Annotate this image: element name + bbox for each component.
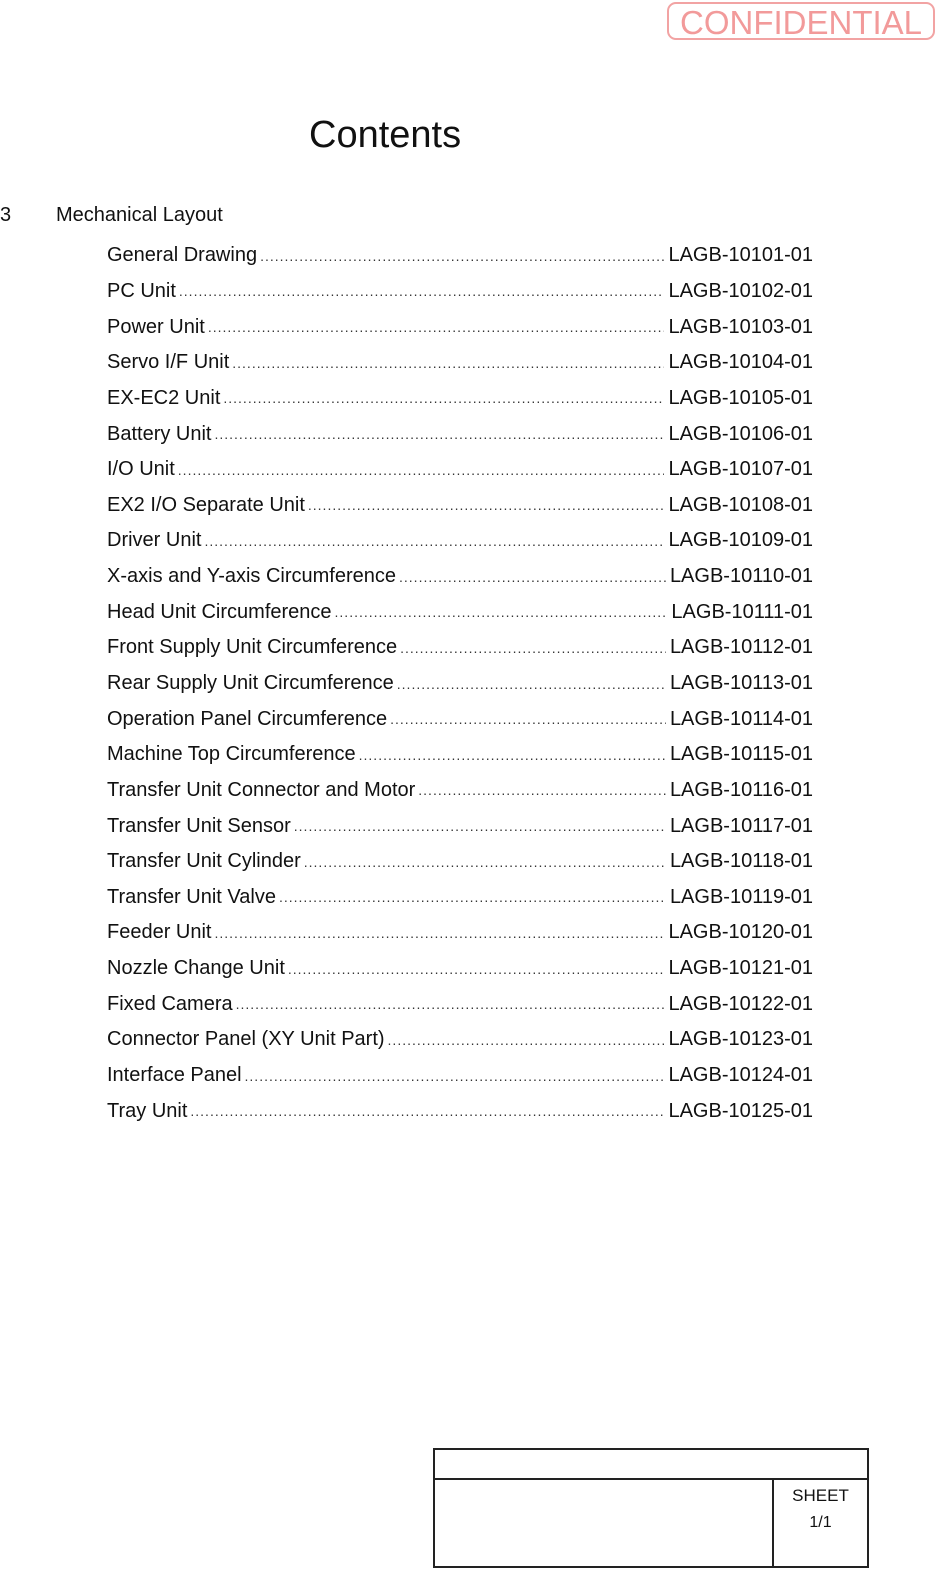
toc-entry-code: LAGB-10110-01 — [669, 565, 813, 588]
toc-entry-code: LAGB-10114-01 — [669, 707, 813, 730]
dot-leader — [400, 640, 666, 656]
toc-entry[interactable] — [107, 1093, 813, 1129]
toc-entry-label: EX2 I/O Separate Unit — [107, 493, 305, 516]
toc-entry-label: Power Unit — [107, 315, 205, 338]
sheet-number: 1/1 — [809, 1514, 832, 1531]
dot-leader — [245, 1068, 665, 1084]
toc-entry-label: Transfer Unit Cylinder — [107, 850, 301, 873]
toc-entry-label: Machine Top Circumference — [107, 743, 356, 766]
toc-entry[interactable] — [107, 986, 813, 1022]
title-block — [433, 1448, 869, 1568]
toc-entry[interactable] — [107, 309, 813, 345]
toc-entry-code: LAGB-10105-01 — [668, 386, 813, 409]
dot-leader — [399, 569, 666, 585]
toc-entry[interactable] — [107, 274, 813, 310]
dot-leader — [208, 319, 665, 335]
toc-entry-label: Transfer Unit Valve — [107, 885, 276, 908]
toc-entry[interactable] — [107, 452, 813, 488]
toc-entry[interactable] — [107, 773, 813, 809]
dot-leader — [359, 747, 666, 763]
toc-entry[interactable] — [107, 844, 813, 880]
toc-entry[interactable] — [107, 1022, 813, 1058]
toc-entry-code: LAGB-10120-01 — [668, 921, 813, 944]
dot-leader — [236, 996, 665, 1012]
toc-entry-code: LAGB-10108-01 — [668, 493, 813, 516]
toc-entry[interactable] — [107, 416, 813, 452]
dot-leader — [215, 925, 665, 941]
dot-leader — [388, 1032, 665, 1048]
toc-entry[interactable] — [107, 737, 813, 773]
toc-entry-code: LAGB-10112-01 — [669, 636, 813, 659]
toc-entry-label: Driver Unit — [107, 529, 202, 552]
toc-entry-label: EX-EC2 Unit — [107, 386, 221, 409]
dot-leader — [308, 497, 665, 513]
toc-entry-label: Transfer Unit Sensor — [107, 814, 291, 837]
toc-entry-code: LAGB-10123-01 — [668, 1028, 813, 1051]
toc-entry[interactable] — [107, 594, 813, 630]
toc-entry-code: LAGB-10122-01 — [668, 992, 813, 1015]
section-title: Mechanical Layout — [56, 204, 223, 226]
toc-entry[interactable] — [107, 915, 813, 951]
dot-leader — [179, 283, 665, 299]
toc-entry[interactable] — [107, 880, 813, 916]
toc-entry[interactable] — [107, 487, 813, 523]
toc-entry-code: LAGB-10107-01 — [668, 458, 813, 481]
toc-entry[interactable] — [107, 381, 813, 417]
page-title: Contents — [309, 114, 462, 156]
toc-entry-label: Servo I/F Unit — [107, 351, 230, 374]
toc-entry-label: Head Unit Circumference — [107, 600, 332, 623]
toc-entry[interactable] — [107, 1058, 813, 1094]
dot-leader — [232, 355, 664, 371]
toc-entry-label: Fixed Camera — [107, 992, 233, 1015]
toc-entry-label: Operation Panel Circumference — [107, 707, 388, 730]
toc-entry-code: LAGB-10113-01 — [669, 672, 813, 694]
toc-entry-code: LAGB-10115-01 — [669, 743, 813, 766]
toc-entry-code: LAGB-10125-01 — [668, 1099, 813, 1122]
toc-entry[interactable] — [107, 345, 813, 381]
toc-entry-code: LAGB-10117-01 — [669, 814, 813, 837]
toc-entry-code: LAGB-10101-01 — [668, 244, 813, 267]
dot-leader — [304, 854, 666, 870]
title-block-divider — [435, 1478, 867, 1480]
dot-leader — [214, 426, 664, 442]
toc-entry[interactable] — [107, 630, 813, 666]
dot-leader — [223, 390, 664, 406]
confidential-stamp: CONFIDENTIAL — [667, 2, 935, 40]
toc-entry-code: LAGB-10104-01 — [668, 351, 813, 374]
toc-entry-label: Rear Supply Unit Circumference — [107, 672, 394, 694]
toc-entry-label: General Drawing — [107, 244, 258, 267]
toc-entry[interactable] — [107, 666, 813, 702]
sheet-label: SHEET — [792, 1486, 849, 1505]
toc-entry-label: Battery Unit — [107, 422, 212, 445]
toc-entry[interactable] — [107, 701, 813, 737]
toc-entry-code: LAGB-10119-01 — [669, 885, 813, 908]
toc-entry-label: Connector Panel (XY Unit Part) — [107, 1028, 385, 1051]
toc-entry-code: LAGB-10109-01 — [668, 529, 813, 552]
toc-entry-label: Feeder Unit — [107, 921, 212, 944]
toc-entry[interactable] — [107, 951, 813, 987]
dot-leader — [204, 533, 664, 549]
toc-entry-code: LAGB-10124-01 — [668, 1064, 813, 1087]
toc-entry-label: Tray Unit — [107, 1099, 188, 1122]
toc-entry-code: LAGB-10118-01 — [669, 850, 813, 873]
dot-leader — [397, 676, 666, 692]
dot-leader — [260, 248, 664, 264]
dot-leader — [418, 782, 666, 798]
dot-leader — [390, 711, 666, 727]
toc-entry-label: X-axis and Y-axis Circumference — [107, 565, 397, 588]
toc-entry-code: LAGB-10102-01 — [668, 279, 813, 302]
toc-entry-label: Nozzle Change Unit — [107, 957, 285, 980]
toc-entry-code: LAGB-10111-01 — [671, 600, 813, 623]
dot-leader — [288, 961, 665, 977]
dot-leader — [294, 818, 666, 834]
toc-entry[interactable] — [107, 808, 813, 844]
toc-entry-label: PC Unit — [107, 279, 176, 302]
toc-entry[interactable] — [107, 523, 813, 559]
toc-entry-label: Interface Panel — [107, 1064, 242, 1087]
table-of-contents — [107, 238, 813, 1129]
toc-entry-code: LAGB-10103-01 — [668, 315, 813, 338]
dot-leader — [335, 604, 668, 620]
toc-entry-code: LAGB-10116-01 — [669, 778, 813, 801]
dot-leader — [190, 1103, 664, 1119]
toc-entry[interactable] — [107, 238, 813, 274]
toc-entry-code: LAGB-10121-01 — [668, 957, 813, 980]
toc-entry-code: LAGB-10106-01 — [668, 422, 813, 445]
section-number: 3 — [0, 204, 12, 226]
toc-entry-label: I/O Unit — [107, 458, 175, 481]
toc-entry-label: Front Supply Unit Circumference — [107, 636, 398, 659]
dot-leader — [178, 462, 665, 478]
dot-leader — [279, 889, 666, 905]
toc-entry-label: Transfer Unit Connector and Motor — [107, 778, 416, 801]
toc-entry[interactable] — [107, 559, 813, 595]
